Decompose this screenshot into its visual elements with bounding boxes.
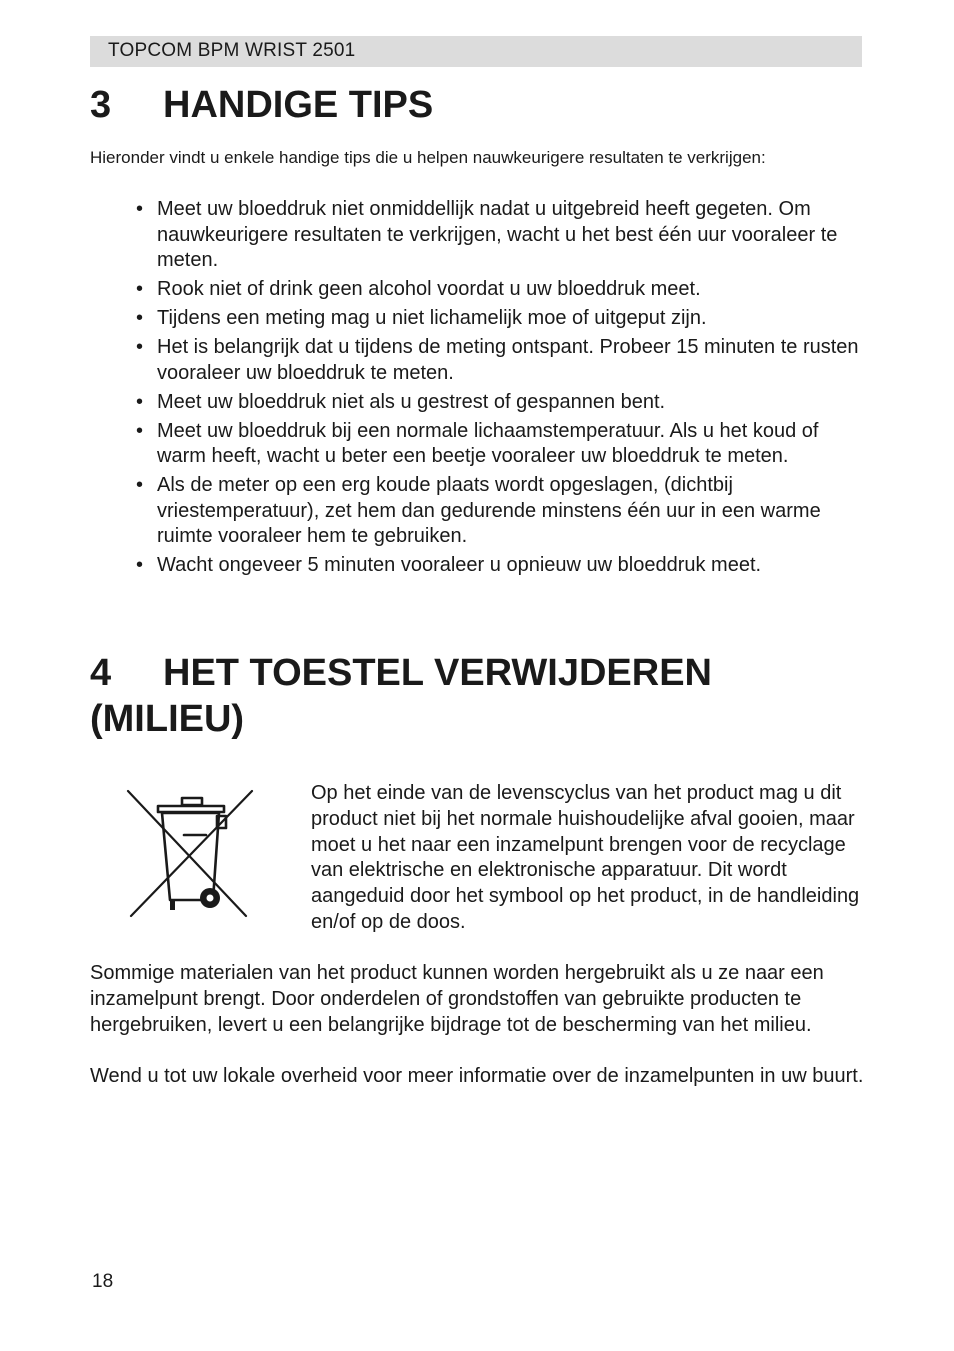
running-header	[90, 36, 862, 67]
section-4-number: 4	[90, 652, 112, 694]
tip-text: Meet uw bloeddruk niet als u gestrest of gespannen bent.	[157, 390, 666, 413]
running-header-title: TOPCOM BPM WRIST 2501	[108, 40, 356, 61]
tip-item	[136, 390, 866, 416]
tip-item	[136, 419, 866, 470]
section-4-title-line2: (MILIEU)	[90, 698, 245, 740]
page-number: 18	[92, 1271, 114, 1292]
tip-item	[136, 306, 866, 332]
section-3-title: HANDIGE TIPS	[163, 84, 434, 126]
tip-text: Wacht ongeveer 5 minuten vooraleer u opnieuw uw bloeddruk meet.	[157, 554, 762, 577]
section-4-heading	[90, 650, 712, 696]
tip-text: Het is belangrijk dat u tijdens de meting ontspant. Probeer 15 minuten te rusten vooraleer uw bloeddruk te meten.	[157, 336, 859, 384]
crossed-out-wheelie-bin-icon	[124, 788, 256, 920]
tip-item	[136, 473, 866, 550]
bullet: •	[136, 419, 144, 442]
section-3-intro: Hieronder vindt u enkele handige tips die u helpen nauwkeurigere resultaten te verkrijgen:	[90, 148, 766, 167]
section-4-title-line1: HET TOESTEL VERWIJDEREN	[163, 652, 712, 694]
tips-list	[136, 197, 866, 582]
bullet: •	[136, 336, 144, 359]
contact-authority-paragraph: Wend u tot uw lokale overheid voor meer informatie over de inzamelpunten in uw buurt.	[90, 1065, 864, 1087]
tip-text: Als de meter op een erg koude plaats wordt opgeslagen, (dichtbij vriestemperatuur), zet hem dan gedurende minstens één uur in een warme ruimte vooraleer hem te gebruiken.	[157, 474, 821, 548]
tip-item	[136, 335, 866, 386]
bullet: •	[136, 554, 144, 577]
bullet: •	[136, 278, 144, 301]
bullet: •	[136, 390, 144, 413]
tip-text: Meet uw bloeddruk bij een normale lichaamstemperatuur. Als u het koud of warm heeft, wacht u beter een beetje vooraleer uw bloeddruk te meten.	[157, 419, 819, 468]
tip-item	[136, 553, 866, 579]
tip-text: Rook niet of drink geen alcohol voordat u uw bloeddruk meet.	[157, 278, 701, 301]
section-3-heading	[90, 82, 433, 128]
tip-item	[136, 277, 866, 303]
bullet: •	[136, 307, 144, 330]
weee-text: Op het einde van de levenscyclus van het product mag u dit product niet bij het normale huishoudelijke afval gooien, maar moet u het naar een inzamelpunt brengen voor de recyclage van elektrische en elektronische apparatuur. Dit wordt aangeduid door het symbool op het product, in de handleiding en/of op de doos.	[311, 782, 860, 933]
tip-item	[136, 197, 866, 274]
bullet: •	[136, 474, 144, 497]
bullet: •	[136, 198, 144, 220]
recycling-paragraph: Sommige materialen van het product kunnen worden hergebruikt als u ze naar een inzamelpunt brengt. Door onderdelen of grondstoffen van gebruikte producten te hergebruiken, levert u een belangrijke bijdrage tot de bescherming van het milieu.	[90, 962, 824, 1036]
section-3-number: 3	[90, 84, 112, 126]
section-4-heading-line2	[90, 696, 244, 742]
tip-text: Tijdens een meting mag u niet lichamelijk moe of uitgeput zijn.	[157, 307, 707, 330]
tip-text: Meet uw bloeddruk niet onmiddellijk nadat u uitgebreid heeft gegeten. Om nauwkeurigere resultaten te verkrijgen, wacht u het best één uur vooraleer te meten.	[157, 198, 838, 272]
